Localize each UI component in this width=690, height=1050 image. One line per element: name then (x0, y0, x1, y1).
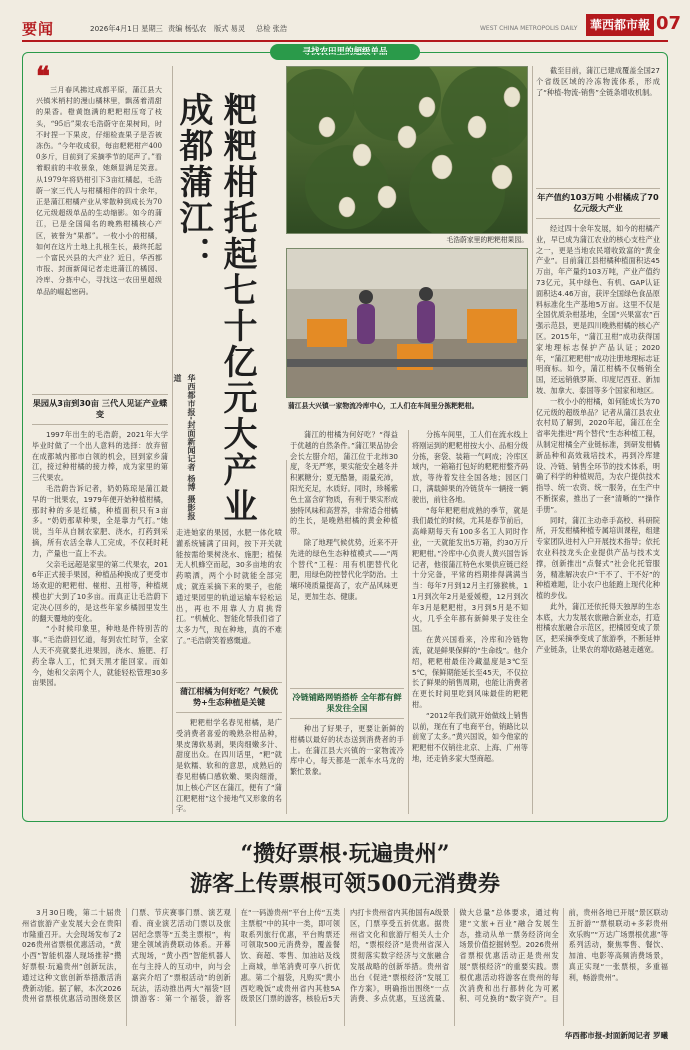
page-header (0, 0, 690, 48)
sec1-paragraph: 毛浩蔚告诉记者，奶奶陈琼是蒲江最早的一批果农，1979年便开始种植柑橘，那时种的多是红橘，种植面积只有3亩多。“奶奶那辈种果，全是靠力气打。”她说，当年从自制农家肥、浇水，打药到采摘，所有农活全靠人工完成，不仅耗时耗力，产量也一直上不去。 (32, 483, 168, 558)
sec4-paragraph: 此外，蒲江还依托得天独厚的生态本底，大力发展农旅融合新业态，打造柑橘农旅融合示范区，把橘园变成了景区，把采摘季变成了旅游季，不断延伸产业链条，让果农的增收路越走越宽。 (536, 601, 660, 655)
paper-logo (586, 14, 654, 36)
header-designer: 版式 易灵 (214, 24, 246, 33)
sec1-body (32, 430, 168, 814)
sec4-title: 年产值约103万吨 小柑橘成了70亿元级大产业 (537, 192, 659, 213)
sec2-paragraph: 粑粑柑学名春见柑橘，是广受消费者喜爱的晚熟杂柑品种，果皮薄软易剥，果肉细嫩多汁、甜度出众。在四川话里，“粑”就是软糯、软和的意思，成熟后的春见柑橘口感软嫩、果肉细滑，加上核心产区在蒲江，便有了“蒲江粑粑柑”这个接地气又形象的名字。 (176, 718, 282, 814)
bottom-headline-2: 游客上传票根可领500元消费券 (190, 871, 500, 897)
headline-title: 粑粑柑托起七十亿元大产业 (217, 92, 257, 524)
sec3-paragraph: “2012年我们就开始做线上销售以前，现在有了电商平台，销路比以前宽了太多。”黄兴国说，如今他家的粑粑柑不仅销往北京、上海、广州等地，还走俏多家大型商超。 (412, 710, 528, 763)
sec3-title: 冷链铺路网销搭桥 全年都有鲜果发往全国 (292, 692, 402, 713)
headline-kicker: 成都蒲江： (173, 92, 213, 272)
header-checker: 总检 张浩 (256, 24, 288, 33)
column-divider (532, 66, 533, 814)
sec4-paragraph: 经过四十余年发展，如今的柑橘产业，早已成为蒲江农业的核心支柱产业之一，更是当地农民增收致富的“黄金产业”。目前蒲江县柑橘种植面积达45万亩，年产量约103万吨，产业产值约73亿元，其中绿色、有机、GAP认证面积达4.46万亩，获评全国绿色食品原料标准化生产基地5万亩。这里不仅是全国优质杂柑基地，全国“兴果富农”百强示范县，更是四川晚熟柑橘的核心产区。2015年，“蒲江丑柑”成功获得国家地理标志保护产品认证；2020年，“蒲江粑粑柑”成功注册地理标志证明商标。如今，蒲江柑橘不仅畅销全国，还远销俄罗斯、印度尼西亚、新加坡、加拿大、泰国等多个国家和地区。 (536, 224, 660, 395)
header-date: 2026年4月1日 星期三 (90, 24, 163, 33)
sec2-title: 蒲江柑橘为何好吃？气候优势+生态种植是关键 (179, 686, 279, 707)
sec3-body-end (536, 66, 660, 184)
column-divider (408, 430, 409, 814)
sec1-paragraph: “小时候印象里，种地是件特别苦的事。”毛浩蔚回忆道，每到农忙时节，全家人天不亮就要扎进果园，浇水、施肥、打药全靠人工，忙到天黑才能回家。而如今，她和父亲两个人，就能轻松管理30多亩果园。 (32, 624, 168, 688)
bottom-article-body: 3月30日晚，第二十届贵州省旅游产业发展大会在贵阳市隆重召开。大会现场发布了2026贵州省票根优惠活动，“黄小西”智能机器人现场推荐“攒好票根·玩遍贵州”创新玩法，通过这种文旅创新举措激活消费新动能。据了解，本次2026贵州省票根优惠活动围绕景区门票、节庆赛事门票、演艺观看、商业演艺活动门票以及旅居纪念票等“五类主票根”，构建全领域消费联动体系。开幕式现场，“黄小西”智能机器人在与主持人的互动中，向与会嘉宾介绍了“票根活动”的创新玩法，活动推出两大“福袋”回馈游客：第一个福袋，游客在“一码游贵州”平台上传“五类主票根”中的其中一类，即可领取系列旅行优惠，平台购票还可领取500元消费券，覆盖餐饮、商超、零售、加油站及线上商城，单笔消费可享八折优惠。第二个福袋，凡购买“黄小西吃晚饭”或贵州省内其他5A级景区门票的游客，核验后5天内打卡贵州省内其他国有A级景区，门票享受五折优惠。据贵州省文化和旅游厅相关人士介绍，“票根经济”是贵州省深入贯彻落实数字经济与文旅融合发展战略的创新举措。贵州省出台《促进“票根经济”发展工作方案》，明确指出围绕“一点消费、多点优惠，互送流量、做大总量”总体要求，通过构建“文旅+百业”融合发展生态，推动从单一票务经济向全场景价值挖掘转型。2026贵州省票根优惠活动正是贵州发展“票根经济”的重要实践。票根优惠活动将游客在贵州的每次消费和出行都转化为可累积、可兑换的“数字资产”。目前，贵州各地已开展“景区联动五折游”“票根联动+多彩贵州欢乐购”“万达广场票根优惠”等系列活动，聚焦零售、餐饮、加油、电影等高频消费场景，真正实现“一张票根，多重福利，畅游贵州”。 (22, 908, 668, 1004)
section-label: 要闻 (22, 20, 55, 38)
photo1-caption: 毛浩蔚家里的粑粑柑果园。 (446, 236, 528, 244)
divider (536, 218, 660, 219)
sec3-paragraph: 在黄兴国看来，冷库和冷链物流，就是鲜果保鲜的“生命线”。他介绍，粑粑柑最佳冷藏温度是3℃至5℃，保鲜期能延长至45天，不仅拉长了鲜果的销售周期，也能让消费者在更长时间里吃到风味最佳的粑粑柑。 (412, 635, 528, 709)
sec2-paragraph: 蒲江的柑橘为何好吃？“得益于优越的自然条件。”蒲江果品协会会长左腊介绍，蒲江位于北纬30度，冬无严寒，果实能安全越冬并积累糖分；夏无酷暑，雨量充沛，阳光充足，水质好。同时，珍稀紫色土富含矿物质，有利于果实形成独特风味和高营养，非常适合柑橘的生长，是晚熟柑橘的黄金种植带。 (290, 430, 398, 537)
photo2-caption: 蒲江县大兴镇一家物流冷库中心，工人们在车间里分拣粑粑柑。 (288, 402, 479, 410)
sec1-body-cont (176, 528, 282, 708)
sec3-paragraph: 种出了好果子，更要让新鲜的柑橘以最好的状态送到消费者的手上。在蒲江县大兴镇的一家物流冷库中心，每天都是一派车水马龙的繁忙景象。 (290, 724, 404, 777)
photo-sorting (286, 248, 528, 398)
quote-mark-icon: ❝ (36, 62, 50, 92)
sec3-paragraph: “每年粑粑柑成熟的季节，就是我们最忙的时候，尤其是春节前后，高峰期每天有100多名工人同时作业，一天就能发出5万箱，约30万斤粑粑柑。”冷库中心负责人黄兴国告诉记者，他很蒲江特色水果供应链已经十分完备，平常的档期排得满满当当：每年7月到12月主打猕猴桃，11月到次年2月是爱媛橙，12月到次年3月是粑粑柑，3月到5月是不知火，几乎全年都有新鲜果子发往全国。 (412, 505, 528, 634)
sec3-body-cont (412, 430, 528, 814)
divider (290, 688, 404, 689)
column-divider (286, 460, 287, 814)
sec2-body-cont (290, 430, 398, 720)
sec3-paragraph: 分拣车间里，工人们在流水线上将刚运到的粑粑柑按大小、品相分级分拣，套袋、装箱一气呵成；冷库区域内，一箱箱打包好的粑粑柑整齐码放，等待着发往全国各地；园区门口，满载鲜果的冷链货车一辆接一辆驶出，前往各地。 (412, 430, 528, 504)
divider (32, 424, 168, 425)
sec4-paragraph: 同时，蒲江主动牵手高校、科研院所，开发柑橘种植专属培训课程，组建专家团队进村入户开展技术指导；依托农业科技龙头企业提供产品与技术支撑，创新推出“点餐式”社会化托管服务，精准解决农户“干不了、干不好”的种植难题，让小农户也能跑上现代化种植的步伐。 (536, 515, 660, 601)
intro-text: 三月春风拂过成都平原，蒲江县大兴镇米梢村的漫山橘林里，飘荡着清甜的果香。橙黄饱满的粑粑柑压弯了枝头，“95后”果农毛浩蔚守在果树间，时不时捏一下果皮，仔细检查果子是否被冻伤。“今年收成很，每亩粑粑柑产4000多斤，目前到了采摘季节的尾声了。”看着眼前的丰收景象，她颇显满足笑意。从1979年将奶柑引下3亩红橘起，毛浩蔚一家三代人与柑橘相伴的四十余年，正是蒲江柑橘产业从零散种到成长为70亿元级超级单品的生动缩影。如今的蒲江，已是全国闻名的晚熟柑橘核心产区，被誉为“果都”。一枚小小的柑橘，如何在这片土地上扎根生长，最终托起一个富民兴县的大产业？近日，华西都市报、封面新闻记者走进蒲江的橘园、冷库、分拣中心，寻找这一农田里超级单品的崛起密码。 (36, 85, 162, 296)
sec2-paragraph: 除了地理气候优势，近来不开先进的绿色生态种植模式——“两个替代”工程：用有机肥替代化肥，用绿色防控替代化学防治。土壤环境质量提高了，农产品风味更足，更加生态、健康。 (290, 537, 398, 601)
sorting-workshop-image (287, 249, 528, 398)
sec3-body (290, 724, 404, 814)
sec1-paragraph: 父亲毛远超是家里的第二代果农，2016年正式接手果园，种植品种换成了更受市场欢迎的粑粑柑、椪柑、丑柑等，种植规模也扩大到了10多亩。而真正让毛浩蔚下定决心回乡的，是这些年家乡橘园里发生的翻天覆地的变化。 (32, 559, 168, 623)
bottom-byline: 华西都市报-封面新闻记者 罗曦 (564, 1031, 668, 1040)
divider (32, 394, 168, 395)
topic-banner-text: 寻找农田里的超级单品 (302, 47, 388, 57)
sec2-body (176, 718, 282, 814)
header-editor: 责编 杨弘农 (168, 24, 207, 33)
divider (290, 718, 404, 719)
paper-name-en: WEST CHINA METROPOLIS DAILY (480, 25, 578, 32)
divider (176, 682, 282, 683)
bottom-headline-1: “攒好票根·玩遍贵州” (240, 841, 450, 867)
byline: 华西都市报-封面新闻记者 杨博 摄影报道 (173, 374, 196, 521)
divider (536, 188, 660, 189)
photo-orchard (286, 66, 528, 234)
orchard-image (287, 67, 528, 234)
divider (176, 712, 282, 713)
sec4-paragraph: 一枚小小的柑橘，如何能成长为70亿元级的超级单品？记者从蒲江县农业农村局了解到，2020年起，蒲江在全省率先推进“两个替代”生态种植工程，从制定柑橘全产业链标准，到研发柑橘新品种和高效栽培技术，再到冷库建设、冷链、销售全环节的技术体系，明确了科学的种植规范，为农户提供技术指导、统一农资、统一服务，在生产中不断探索，推出了一套“清晰的”“操作手册”。 (536, 396, 660, 514)
sec4-body (536, 224, 660, 814)
header-rule (22, 40, 668, 42)
sec3-paragraph: 截至目前，蒲江已建成覆盖全国27个省级区域的冷冻物流体系，形成了“种植-物流-销售”全链条增收机制。 (536, 66, 660, 97)
sec1-paragraph: 走进她家的果园，水肥一体化喷灌系统铺满了田间，按下开关就能按需给果树浇水、施肥；植保无人机蜂空而起，30多亩地的农药喷洒，两个小时就能全部完成；就连采摘下来的果子，也能通过果园里的轨道运输车轻松运出，再也不用靠人力肩挑背扛。“机械化、智能化帮我们省了太多力气，现在种地，真的不难了。”毛浩蔚笑着感慨道。 (176, 528, 282, 645)
page-number: 07 (656, 13, 682, 34)
paper-logo-text: 華西都市報 (589, 18, 650, 32)
sec1-paragraph: 1997年出生的毛浩蔚，2021年大学毕业时做了一个出人意料的选择：放弃留在成都城内都市白领的机会，回到家乡蒲江，接过种柑橘的接力棒，成为家里的第三代果农。 (32, 430, 168, 483)
sec1-title: 果园从3亩到30亩 三代人见证产业蝶变 (32, 398, 168, 419)
